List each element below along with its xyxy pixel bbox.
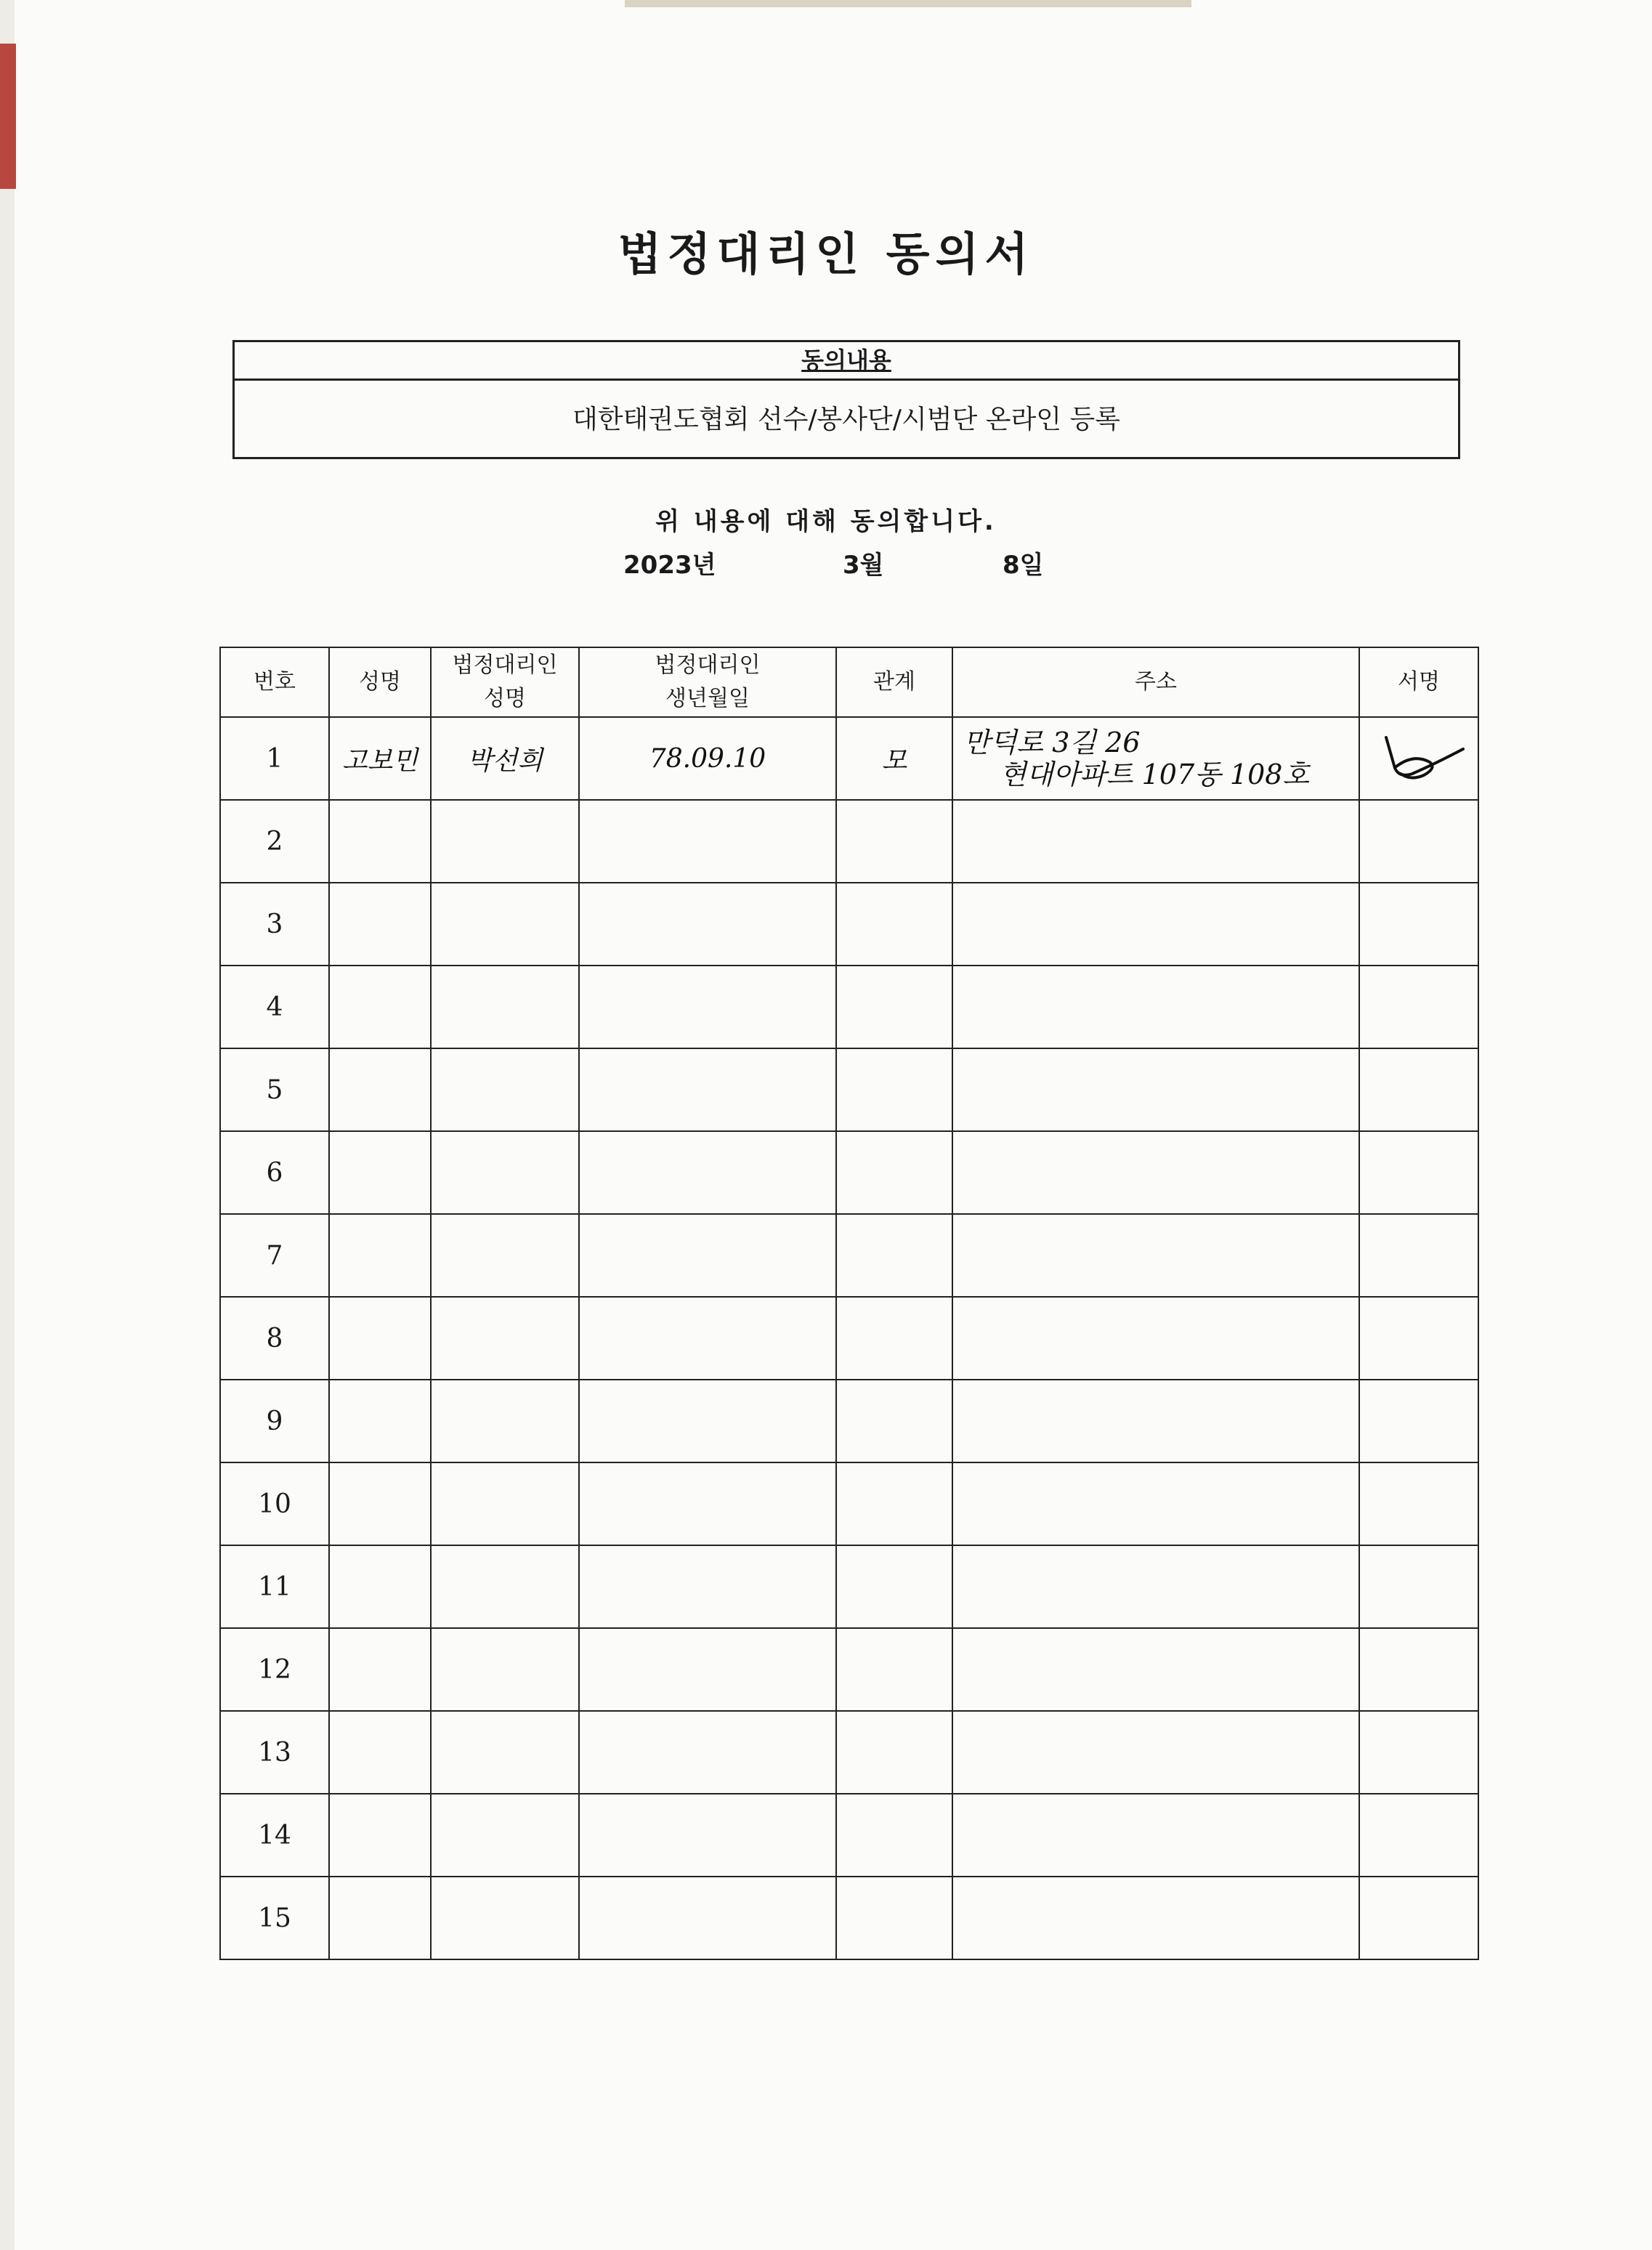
cell-address <box>952 1131 1359 1214</box>
cell-guardian-name <box>431 1131 579 1214</box>
cell-relation <box>836 1628 952 1711</box>
background-edge <box>0 44 16 189</box>
row-number: 8 <box>220 1297 329 1380</box>
cell-name <box>329 1628 431 1711</box>
date-year: 2023년 <box>623 551 716 580</box>
consent-box-header-label: 동의내용 <box>801 347 891 374</box>
header-signature-line1: 서명 <box>1398 669 1440 695</box>
cell-signature <box>1359 1794 1478 1877</box>
row-number: 9 <box>220 1380 329 1462</box>
cell-address <box>952 717 1359 800</box>
table-row <box>220 1297 1478 1380</box>
cell-signature <box>1359 1297 1478 1380</box>
table-row <box>220 1131 1478 1214</box>
table-row <box>220 1794 1478 1877</box>
header-guardian-birth <box>579 647 836 717</box>
cell-guardian-name <box>431 1794 579 1877</box>
row-number: 14 <box>220 1794 329 1877</box>
cell-guardian-birth <box>579 1628 836 1711</box>
cell-address <box>952 800 1359 883</box>
cell-address <box>952 883 1359 966</box>
cell-relation <box>836 1131 952 1214</box>
table-row <box>220 800 1478 883</box>
cell-name <box>329 883 431 966</box>
row-number: 10 <box>220 1462 329 1545</box>
cell-relation <box>836 966 952 1048</box>
cell-signature <box>1359 1380 1478 1462</box>
table-row <box>220 966 1478 1048</box>
cell-name <box>329 1711 431 1794</box>
date-day: 8일 <box>1003 551 1044 580</box>
cell-address <box>952 1711 1359 1794</box>
cell-guardian-name <box>431 966 579 1048</box>
tape-strip <box>625 0 1191 7</box>
cell-address <box>952 1297 1359 1380</box>
row-number: 1 <box>220 717 329 800</box>
header-guardian-name-line2: 성명 <box>484 686 526 711</box>
cell-name <box>329 1380 431 1462</box>
row-number: 4 <box>220 966 329 1048</box>
cell-guardian-name <box>431 1380 579 1462</box>
row-number: 13 <box>220 1711 329 1794</box>
page-title: 법정대리인 동의서 <box>618 227 1034 280</box>
header-signature <box>1359 647 1478 717</box>
cell-address <box>952 1545 1359 1628</box>
cell-guardian-name <box>431 1877 579 1959</box>
cell-guardian-birth <box>579 1462 836 1545</box>
cell-address <box>952 1628 1359 1711</box>
table-row <box>220 1877 1478 1959</box>
header-name <box>329 647 431 717</box>
cell-relation <box>836 1380 952 1462</box>
cell-signature <box>1359 800 1478 883</box>
cell-guardian-name <box>431 1297 579 1380</box>
header-name-line1: 성명 <box>359 669 401 695</box>
cell-guardian-birth <box>579 883 836 966</box>
consent-box <box>232 340 1460 459</box>
cell-guardian-name <box>431 883 579 966</box>
cell-guardian-birth <box>579 1048 836 1131</box>
cell-name <box>329 1048 431 1131</box>
header-guardian-birth-line1: 법정대리인 <box>655 652 761 678</box>
header-address-line1: 주소 <box>1135 669 1177 695</box>
consent-box-content: 대한태권도협회 선수/봉사단/시범단 온라인 등록 <box>572 405 1121 434</box>
cell-relation <box>836 883 952 966</box>
table-row <box>220 1711 1478 1794</box>
header-number <box>220 647 329 717</box>
header-relation <box>836 647 952 717</box>
address-line2: 현대아파트 107동 108호 <box>1000 758 1310 790</box>
cell-guardian-birth <box>579 800 836 883</box>
cell-relation <box>836 800 952 883</box>
cell-relation <box>836 1877 952 1959</box>
cell-name: 고보민 <box>329 717 431 800</box>
cell-guardian-birth <box>579 1711 836 1794</box>
cell-address <box>952 1214 1359 1297</box>
cell-guardian-birth <box>579 1877 836 1959</box>
cell-relation <box>836 1711 952 1794</box>
cell-address <box>952 966 1359 1048</box>
row-number: 2 <box>220 800 329 883</box>
header-number-line1: 번호 <box>254 669 296 695</box>
cell-guardian-birth <box>579 1380 836 1462</box>
row-number: 11 <box>220 1545 329 1628</box>
cell-name <box>329 1131 431 1214</box>
cell-signature <box>1359 966 1478 1048</box>
row-number: 12 <box>220 1628 329 1711</box>
cell-guardian-birth <box>579 1214 836 1297</box>
cell-guardian-name <box>431 1628 579 1711</box>
cell-relation <box>836 1794 952 1877</box>
header-guardian-birth-line2: 생년월일 <box>665 686 750 711</box>
row-number: 3 <box>220 883 329 966</box>
cell-guardian-birth <box>579 1131 836 1214</box>
cell-relation <box>836 1297 952 1380</box>
table-row <box>220 1462 1478 1545</box>
cell-name <box>329 1794 431 1877</box>
table-body <box>220 717 1478 1959</box>
cell-name <box>329 800 431 883</box>
cell-name <box>329 1214 431 1297</box>
cell-guardian-birth <box>579 966 836 1048</box>
table-row <box>220 1048 1478 1131</box>
cell-signature <box>1359 1214 1478 1297</box>
cell-signature <box>1359 1131 1478 1214</box>
cell-signature <box>1359 1462 1478 1545</box>
cell-guardian-name <box>431 1462 579 1545</box>
cell-signature <box>1359 1545 1478 1628</box>
cell-relation <box>836 1462 952 1545</box>
cell-guardian-name <box>431 1711 579 1794</box>
row-number: 7 <box>220 1214 329 1297</box>
cell-signature <box>1359 1877 1478 1959</box>
cell-address <box>952 1380 1359 1462</box>
cell-signature <box>1359 1711 1478 1794</box>
cell-name <box>329 1545 431 1628</box>
header-address <box>952 647 1359 717</box>
table-row <box>220 1214 1478 1297</box>
cell-signature <box>1359 883 1478 966</box>
cell-guardian-name <box>431 1214 579 1297</box>
cell-signature <box>1359 717 1478 800</box>
cell-guardian-name <box>431 1048 579 1131</box>
signature-scribble <box>1372 723 1466 788</box>
cell-guardian-name <box>431 800 579 883</box>
cell-address <box>952 1794 1359 1877</box>
cell-guardian-birth <box>579 1297 836 1380</box>
guardian-consent-table <box>219 647 1479 1960</box>
cell-guardian-birth <box>579 1545 836 1628</box>
header-guardian-name <box>431 647 579 717</box>
cell-signature <box>1359 1628 1478 1711</box>
cell-signature <box>1359 1048 1478 1131</box>
header-relation-line1: 관계 <box>873 669 915 695</box>
agreement-statement: 위 내용에 대해 동의합니다. <box>655 507 997 536</box>
row-number: 6 <box>220 1131 329 1214</box>
cell-name <box>329 1297 431 1380</box>
date-month: 3월 <box>843 551 884 580</box>
table-row <box>220 1628 1478 1711</box>
cell-guardian-name: 박선희 <box>431 717 579 800</box>
row-number: 5 <box>220 1048 329 1131</box>
address-line1: 만덕로 3길 26 <box>963 727 1141 758</box>
cell-guardian-birth: 78.09.10 <box>579 717 836 800</box>
row-number: 15 <box>220 1877 329 1959</box>
cell-guardian-birth <box>579 1794 836 1877</box>
table-row <box>220 1545 1478 1628</box>
consent-box-header <box>235 342 1458 381</box>
table-row <box>220 717 1478 800</box>
table-row <box>220 883 1478 966</box>
header-guardian-name-line1: 법정대리인 <box>452 652 558 678</box>
cell-relation: 모 <box>836 717 952 800</box>
table-header-row <box>220 647 1478 717</box>
cell-name <box>329 1462 431 1545</box>
cell-relation <box>836 1214 952 1297</box>
cell-relation <box>836 1048 952 1131</box>
cell-name <box>329 966 431 1048</box>
cell-address <box>952 1877 1359 1959</box>
cell-address <box>952 1462 1359 1545</box>
cell-guardian-name <box>431 1545 579 1628</box>
table-row <box>220 1380 1478 1462</box>
cell-name <box>329 1877 431 1959</box>
cell-address <box>952 1048 1359 1131</box>
cell-relation <box>836 1545 952 1628</box>
